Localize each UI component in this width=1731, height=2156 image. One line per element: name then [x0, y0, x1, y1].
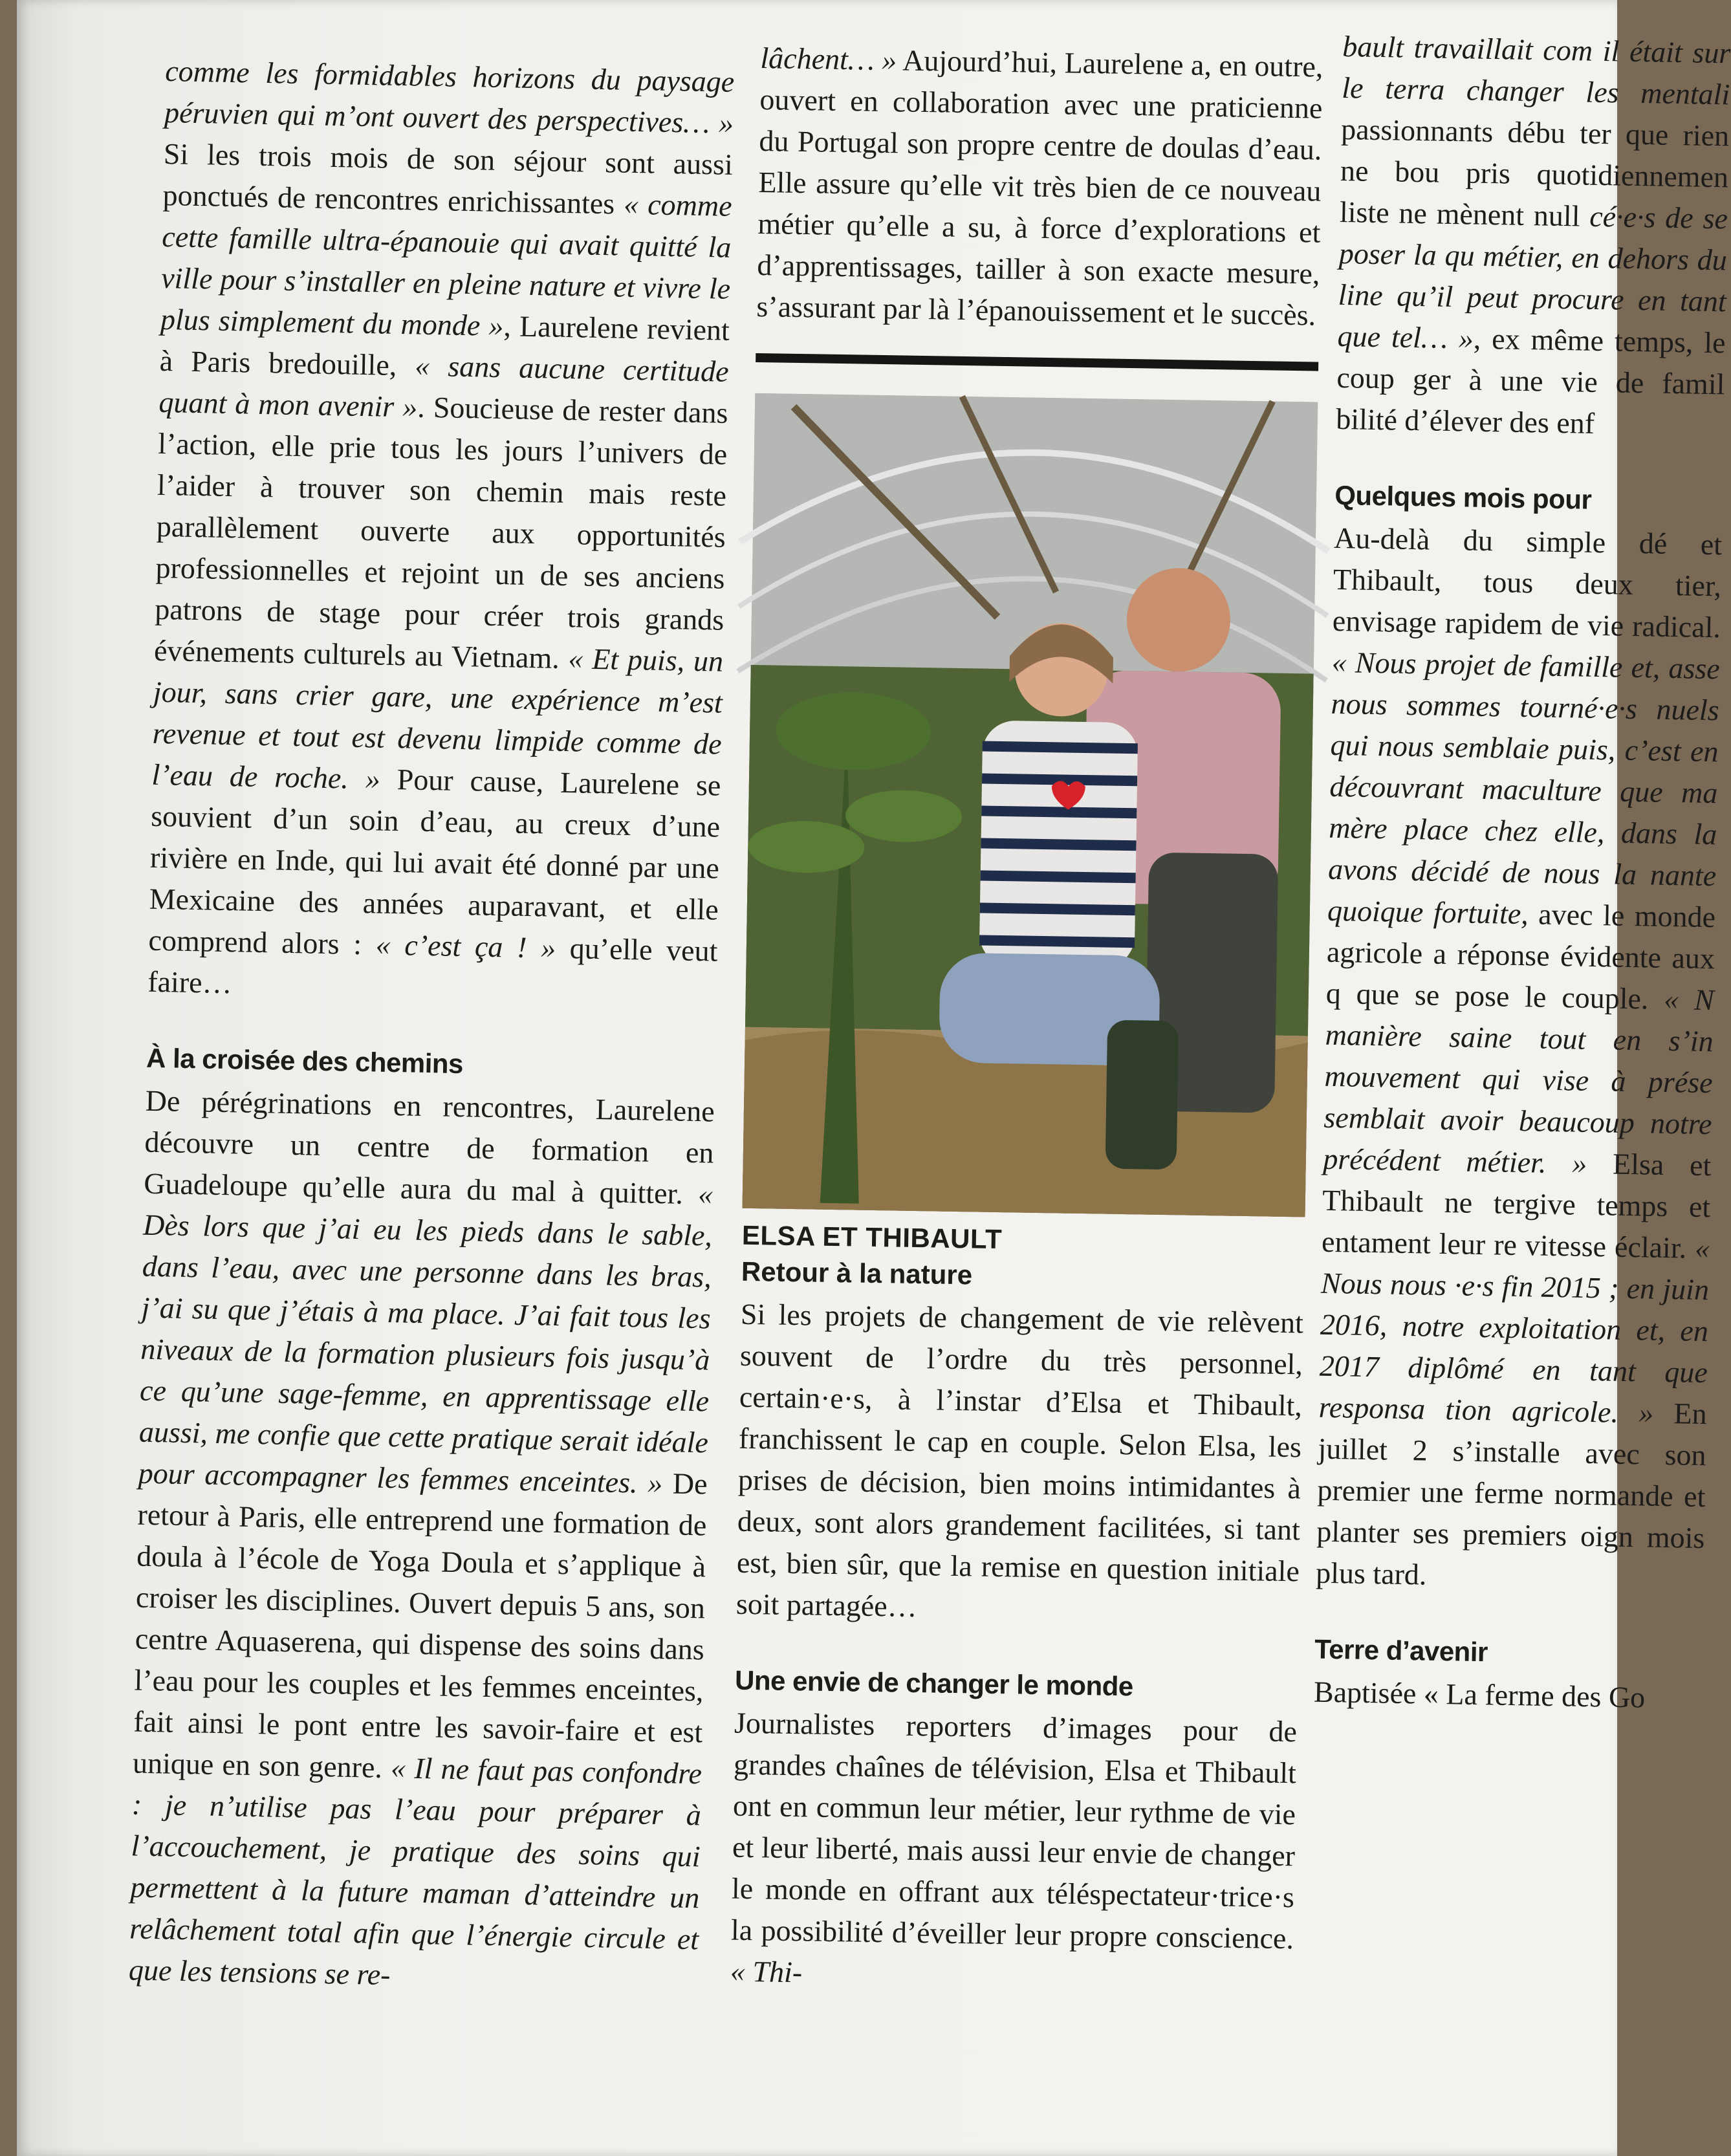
quote-text: « c’est ça ! »: [375, 928, 556, 964]
col3-paragraph-1: [1336, 26, 1731, 446]
col2-paragraph-2: [735, 1294, 1303, 1634]
heading-quelques-mois: Quelques mois pour: [1334, 479, 1592, 515]
caption-subtitle: Retour à la nature: [741, 1256, 973, 1290]
body-text: avec le monde agricole a réponse évidente aux q que se pose le couple.: [1325, 897, 1716, 1016]
body-text: Journalistes reporters d’images pour de grandes chaînes de télévision, Elsa et Thibault ont en commun leur métier, leur rythme de vie et leur liberté, mais aussi leur envie de changer le monde en offrant aux téléspectateur·trice·s la possibilité d’éveiller leur propre conscience.: [730, 1706, 1298, 1955]
body-text: pris quotidiennemen: [1439, 155, 1729, 194]
caption-name: ELSA ET THIBAULT: [741, 1219, 1003, 1255]
quote-text: bault travaillait com: [1342, 29, 1593, 67]
col3-paragraph-3: [1313, 1671, 1702, 1719]
body-text: De pérégrinations en rencontres, Laurelene découvre un centre de formation en Guadeloupe qu’elle aura du mal à quitter.: [143, 1083, 715, 1211]
magazine-page: [17, 0, 1731, 2156]
body-text: Si les trois mois de son séjour sont aussi ponctués de rencontres enrichissantes: [162, 136, 734, 221]
quote-text: en tant que tel… »: [1337, 283, 1727, 355]
body-text: Elsa et Thibault ne tergive temps et entament leur re vitesse éclair.: [1321, 1146, 1712, 1265]
column-3: [1313, 26, 1730, 1719]
body-text: Si les projets de changement de vie relèvent souvent de l’ordre du très personnel, certain·e·s, à l’instar d’Elsa et Thibault, franchissent le cap en couple. Selon Elsa, les prises de décision, bien moins intimidantes à deux, sont alors grandement facilitées, si tant est, bien sûr, que la remise en question initiale soit partagée…: [735, 1297, 1304, 1624]
body-text: liste ne mènent null: [1339, 195, 1580, 233]
col3-paragraph-2: [1316, 517, 1723, 1600]
quote-text: « Il ne faut pas confondre : je n’utilise pas l’eau pour préparer à l’accouchement, je pratique des soins qui permettent à la future maman d’atteindre un relâchement total afin que l’énergie circule et que les tensions se re-: [128, 1751, 702, 1992]
quote-text: « Thi-: [730, 1954, 803, 1989]
quote-text: line qu’il peut procure: [1338, 278, 1625, 316]
body-text: Au-delà du simple dé et Thibault, tous deux tier, envisage rapidem de vie radical.: [1332, 521, 1723, 644]
body-text: Aujourd’hui, Laurelene a, en outre, ouvert en collaboration avec une praticienne du Portugal son propre centre de doulas d’eau. Elle assure qu’elle vit très bien de ce nouveau métier qu’elle a su, à force d’explorations et d’apprentissages, tailler à son exacte mesure, s’assurant par là l’épanouissement et le succès.: [756, 43, 1323, 332]
body-text: . Soucieuse de rester dans l’action, elle prie tous les jours l’univers de l’aider à trouver son chemin mais reste parallèlement ouverte aux opportunités professionnelles et rejoint un de ses anciens patrons de stage pour créer trois grands événements culturels au Vietnam.: [153, 390, 728, 675]
heading-changer-monde: Une envie de changer le monde: [734, 1664, 1134, 1702]
body-text: De retour à Paris, elle entreprend une formation de doula à l’école de Yoga Doula et s’applique à croiser les disciplines. Ouvert depuis 5 ans, son centre Aquaserena, qui dispense des soins dans l’eau pour les couples et les femmes enceintes, fait ainsi le pont entre les savoir-faire et est unique en son genre.: [132, 1466, 708, 1785]
divider-rule: [756, 353, 1318, 371]
quote-text: cé·e·s de se poser la qu: [1338, 199, 1728, 272]
quote-text: « sans aucune certitude quant à mon avenir »: [158, 349, 730, 424]
col2-paragraph-3: [730, 1703, 1298, 2001]
body-text: ter que rien ne bou: [1340, 116, 1730, 189]
body-text: , Laurelene revient à Paris bredouille,: [159, 309, 730, 382]
quote-text: métier, en dehors du: [1474, 239, 1728, 277]
quote-text: il était sur le terra: [1341, 34, 1731, 106]
quote-text: comme les formidables horizons du paysage péruvien qui m’ont ouvert des perspectives… »: [164, 54, 735, 140]
quote-text: « Dès lors que j’ai eu les pieds dans le sable, dans l’eau, avec une personne dans les bras, j’ai su que j’étais à ma place. J’ai fait tous les niveaux de la formation plusieurs fois jusqu’à ce qu’une sage-femme, en apprentissage elle aussi, me confie que cette pratique serait idéale pour accompagner les femmes enceintes. »: [138, 1177, 713, 1500]
quote-text: « N manière saine tout en s’in mouvement qui vise à prése semblait avoir beaucoup notre précédent métier. »: [1322, 982, 1715, 1180]
column-1: [128, 50, 734, 2001]
body-text: qu’elle veut faire…: [147, 931, 718, 1000]
body-text: En juillet 2 s’installe avec son premier une ferme normande et planter ses premiers oign mois plus tard.: [1315, 1396, 1708, 1591]
quote-text: « Nous nous ·e·s fin 2015 ; en juin 2016, notre exploitation et, en 2017 diplômé en tant que responsa tion agricole. »: [1318, 1231, 1710, 1430]
col1-paragraph-2: [128, 1080, 715, 2002]
col1-paragraph-1: [147, 50, 735, 1014]
body-text: passionnants débu: [1340, 112, 1566, 150]
body-text: , ex même temps, le coup ger à une vie de famil bilité d’élever des enf: [1335, 321, 1726, 440]
col2-paragraph-1: [756, 38, 1323, 336]
body-text: Pour cause, Laurelene se souvient d’un soin d’eau, au creux d’une rivière en Inde, qui lui avait été donné par une Mexicaine des années auparavant, et elle comprend alors :: [148, 762, 721, 961]
heading-croisee-chemins: À la croisée des chemins: [146, 1042, 464, 1080]
quote-text: « comme cette famille ultra-épanouie qui avait quitté la ville pour s’installer en pleine nature et vivre le plus simplement du monde »: [160, 187, 733, 343]
quote-text: changer les mentali: [1444, 72, 1730, 111]
quote-text: « Nous projet de famille et, asse nous sommes tourné·e·s nuels qui nous semblaie puis, c’est en découvrant maculture que ma mère place chez elle, dans la avons décidé de nous la nante quoique fortuite,: [1327, 645, 1721, 931]
photo-elsa-thibault: [743, 393, 1318, 1217]
heading-terre-avenir: Terre d’avenir: [1314, 1633, 1488, 1668]
photo-couple-greenhouse-icon: [743, 393, 1318, 1217]
quote-text: « Et puis, un jour, sans crier gare, une expérience m’est revenue et tout est devenu limpide comme de l’eau de roche. »: [151, 642, 724, 796]
quote-text: lâchent… »: [760, 41, 897, 77]
column-2: [730, 38, 1323, 2001]
body-text: Baptisée « La ferme des Go: [1313, 1675, 1646, 1714]
